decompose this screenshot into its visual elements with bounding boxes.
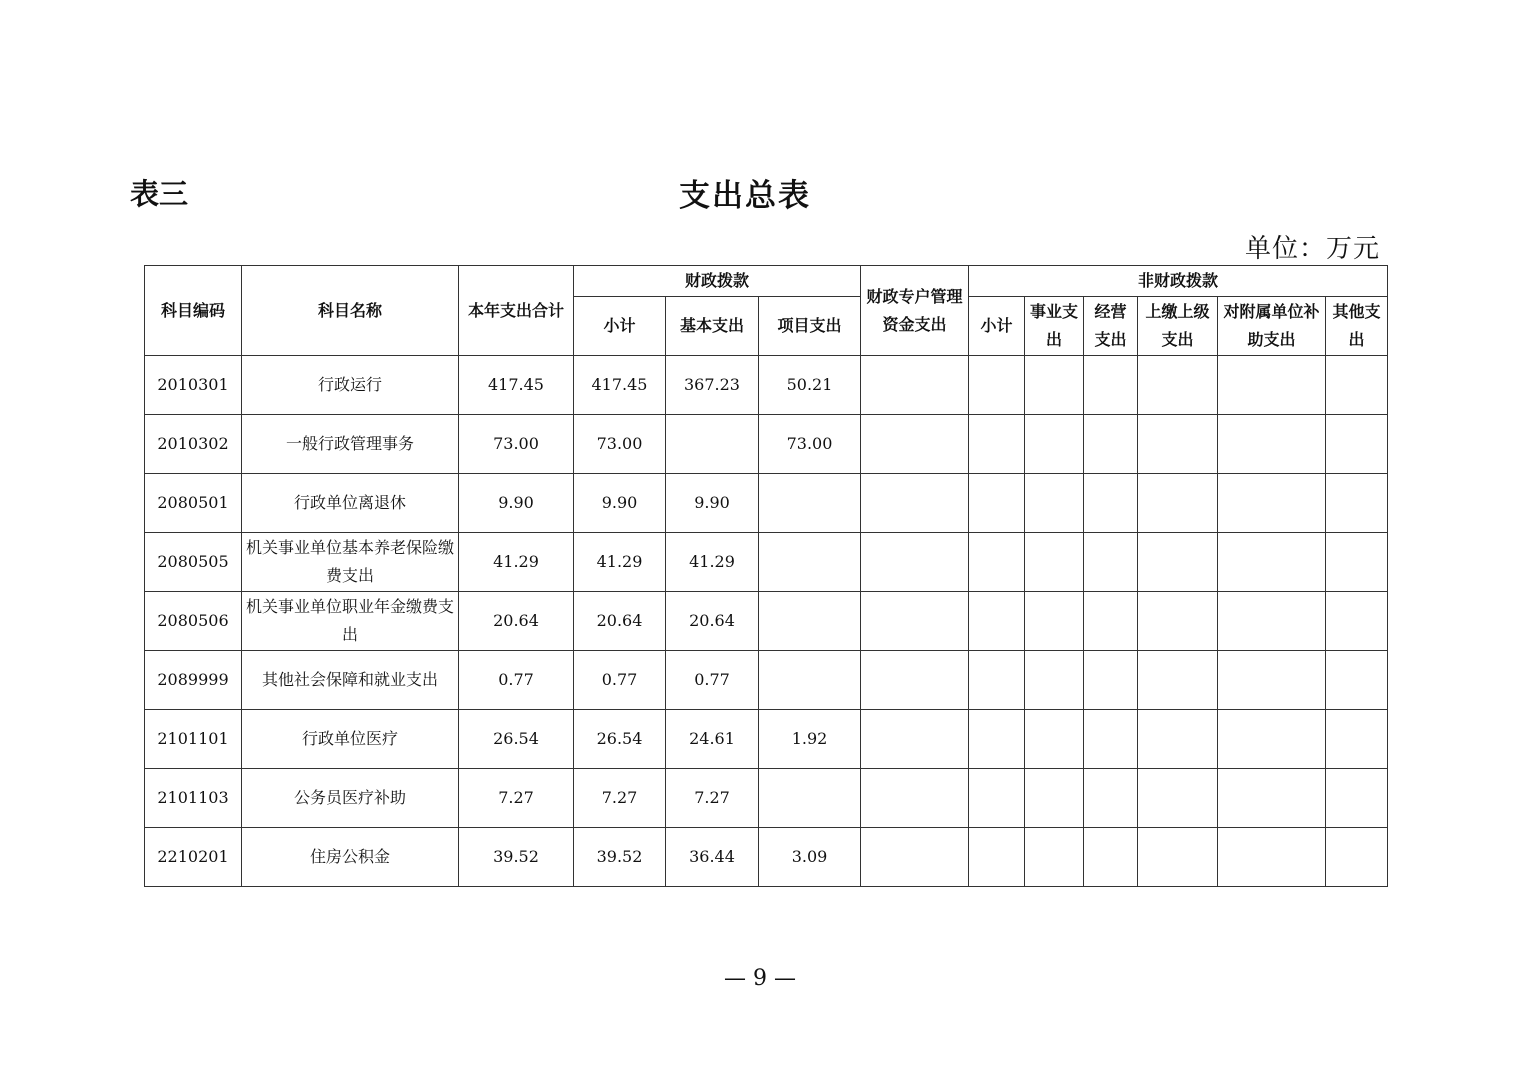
cell-subtotal: 26.54 [574, 710, 666, 769]
cell-empty [1025, 415, 1084, 474]
cell-code: 2080501 [145, 474, 242, 533]
cell-empty [1138, 769, 1218, 828]
cell-empty [1025, 828, 1084, 887]
cell-basic: 20.64 [666, 592, 759, 651]
cell-empty [1218, 356, 1326, 415]
cell-empty [969, 592, 1025, 651]
header-nonfiscal-subtotal: 小计 [969, 297, 1025, 356]
header-nonfiscal-operating: 经营支出 [1084, 297, 1138, 356]
cell-name: 行政单位离退休 [242, 474, 459, 533]
cell-empty [1084, 769, 1138, 828]
cell-empty [1025, 592, 1084, 651]
cell-empty [1138, 710, 1218, 769]
cell-code: 2080505 [145, 533, 242, 592]
cell-empty [969, 828, 1025, 887]
cell-empty [1326, 828, 1388, 887]
cell-empty [861, 828, 969, 887]
cell-total: 41.29 [459, 533, 574, 592]
cell-empty [969, 533, 1025, 592]
cell-code: 2080506 [145, 592, 242, 651]
cell-empty [861, 651, 969, 710]
cell-project: 1.92 [759, 710, 861, 769]
cell-empty [1326, 710, 1388, 769]
cell-empty [1138, 651, 1218, 710]
cell-empty [861, 474, 969, 533]
cell-empty [969, 415, 1025, 474]
header-fiscal-subtotal: 小计 [574, 297, 666, 356]
table-row [145, 533, 1388, 592]
cell-basic: 0.77 [666, 651, 759, 710]
cell-basic: 41.29 [666, 533, 759, 592]
header-total: 本年支出合计 [459, 266, 574, 356]
cell-total: 417.45 [459, 356, 574, 415]
expenditure-table [144, 265, 1388, 887]
cell-subtotal: 41.29 [574, 533, 666, 592]
header-fiscal-project: 项目支出 [759, 297, 861, 356]
cell-empty [1025, 356, 1084, 415]
cell-basic: 9.90 [666, 474, 759, 533]
cell-empty [1326, 533, 1388, 592]
cell-empty [1084, 651, 1138, 710]
cell-name: 其他社会保障和就业支出 [242, 651, 459, 710]
cell-code: 2101101 [145, 710, 242, 769]
table-row [145, 710, 1388, 769]
cell-empty [1218, 474, 1326, 533]
header-fiscal-group: 财政拨款 [574, 266, 861, 297]
cell-empty [861, 415, 969, 474]
cell-subtotal: 9.90 [574, 474, 666, 533]
cell-project [759, 651, 861, 710]
table-row [145, 769, 1388, 828]
cell-empty [1326, 474, 1388, 533]
cell-empty [1138, 533, 1218, 592]
cell-basic [666, 415, 759, 474]
cell-name: 机关事业单位职业年金缴费支出 [242, 592, 459, 651]
cell-empty [1326, 769, 1388, 828]
cell-empty [969, 356, 1025, 415]
cell-empty [861, 710, 969, 769]
table-label: 表三 [130, 177, 189, 211]
cell-empty [1326, 651, 1388, 710]
cell-empty [1025, 651, 1084, 710]
header-nonfiscal-group: 非财政拨款 [969, 266, 1388, 297]
cell-project [759, 474, 861, 533]
cell-subtotal: 73.00 [574, 415, 666, 474]
cell-code: 2210201 [145, 828, 242, 887]
cell-empty [1138, 592, 1218, 651]
cell-empty [1218, 592, 1326, 651]
cell-total: 39.52 [459, 828, 574, 887]
cell-empty [1138, 415, 1218, 474]
header-nonfiscal-subsidy: 对附属单位补助支出 [1218, 297, 1326, 356]
cell-empty [1025, 474, 1084, 533]
cell-total: 7.27 [459, 769, 574, 828]
cell-total: 0.77 [459, 651, 574, 710]
table-body [145, 356, 1388, 887]
cell-empty [1084, 592, 1138, 651]
header-nonfiscal-upper: 上缴上级支出 [1138, 297, 1218, 356]
cell-project [759, 592, 861, 651]
table-row [145, 828, 1388, 887]
cell-empty [861, 533, 969, 592]
cell-name: 机关事业单位基本养老保险缴费支出 [242, 533, 459, 592]
cell-empty [1218, 415, 1326, 474]
cell-project: 73.00 [759, 415, 861, 474]
header-fiscal-basic: 基本支出 [666, 297, 759, 356]
cell-name: 住房公积金 [242, 828, 459, 887]
cell-total: 20.64 [459, 592, 574, 651]
cell-name: 行政运行 [242, 356, 459, 415]
unit-label: 单位：万元 [1244, 234, 1380, 264]
cell-basic: 7.27 [666, 769, 759, 828]
table-row [145, 592, 1388, 651]
cell-empty [969, 651, 1025, 710]
cell-subtotal: 7.27 [574, 769, 666, 828]
header-code: 科目编码 [145, 266, 242, 356]
cell-empty [969, 710, 1025, 769]
cell-basic: 367.23 [666, 356, 759, 415]
cell-empty [1025, 710, 1084, 769]
cell-name: 公务员医疗补助 [242, 769, 459, 828]
cell-empty [1326, 356, 1388, 415]
cell-empty [1084, 415, 1138, 474]
cell-empty [1218, 769, 1326, 828]
cell-empty [1084, 533, 1138, 592]
header-nonfiscal-business: 事业支出 [1025, 297, 1084, 356]
cell-project: 3.09 [759, 828, 861, 887]
header-special-fund: 财政专户管理资金支出 [861, 266, 969, 356]
cell-empty [1138, 474, 1218, 533]
cell-code: 2010301 [145, 356, 242, 415]
cell-empty [1025, 769, 1084, 828]
cell-empty [1025, 533, 1084, 592]
cell-empty [969, 769, 1025, 828]
cell-code: 2101103 [145, 769, 242, 828]
cell-project: 50.21 [759, 356, 861, 415]
header-name: 科目名称 [242, 266, 459, 356]
cell-empty [1084, 356, 1138, 415]
cell-subtotal: 20.64 [574, 592, 666, 651]
cell-empty [1218, 533, 1326, 592]
cell-total: 9.90 [459, 474, 574, 533]
cell-subtotal: 417.45 [574, 356, 666, 415]
cell-project [759, 533, 861, 592]
table-row [145, 474, 1388, 533]
cell-name: 行政单位医疗 [242, 710, 459, 769]
table-row [145, 651, 1388, 710]
cell-subtotal: 0.77 [574, 651, 666, 710]
cell-code: 2089999 [145, 651, 242, 710]
cell-empty [969, 474, 1025, 533]
table-row [145, 356, 1388, 415]
cell-total: 73.00 [459, 415, 574, 474]
cell-subtotal: 39.52 [574, 828, 666, 887]
cell-empty [1138, 356, 1218, 415]
cell-project [759, 769, 861, 828]
cell-empty [861, 592, 969, 651]
cell-empty [1084, 710, 1138, 769]
cell-empty [1218, 651, 1326, 710]
cell-empty [1084, 828, 1138, 887]
cell-empty [1138, 828, 1218, 887]
header-nonfiscal-other: 其他支出 [1326, 297, 1388, 356]
cell-empty [1084, 474, 1138, 533]
table-row [145, 415, 1388, 474]
cell-total: 26.54 [459, 710, 574, 769]
cell-empty [1218, 828, 1326, 887]
cell-empty [1218, 710, 1326, 769]
cell-basic: 24.61 [666, 710, 759, 769]
cell-empty [861, 356, 969, 415]
cell-empty [1326, 592, 1388, 651]
cell-basic: 36.44 [666, 828, 759, 887]
cell-empty [1326, 415, 1388, 474]
page-title: 支出总表 [679, 178, 811, 214]
cell-code: 2010302 [145, 415, 242, 474]
cell-empty [861, 769, 969, 828]
page-number: — 9 — [724, 966, 796, 991]
cell-name: 一般行政管理事务 [242, 415, 459, 474]
